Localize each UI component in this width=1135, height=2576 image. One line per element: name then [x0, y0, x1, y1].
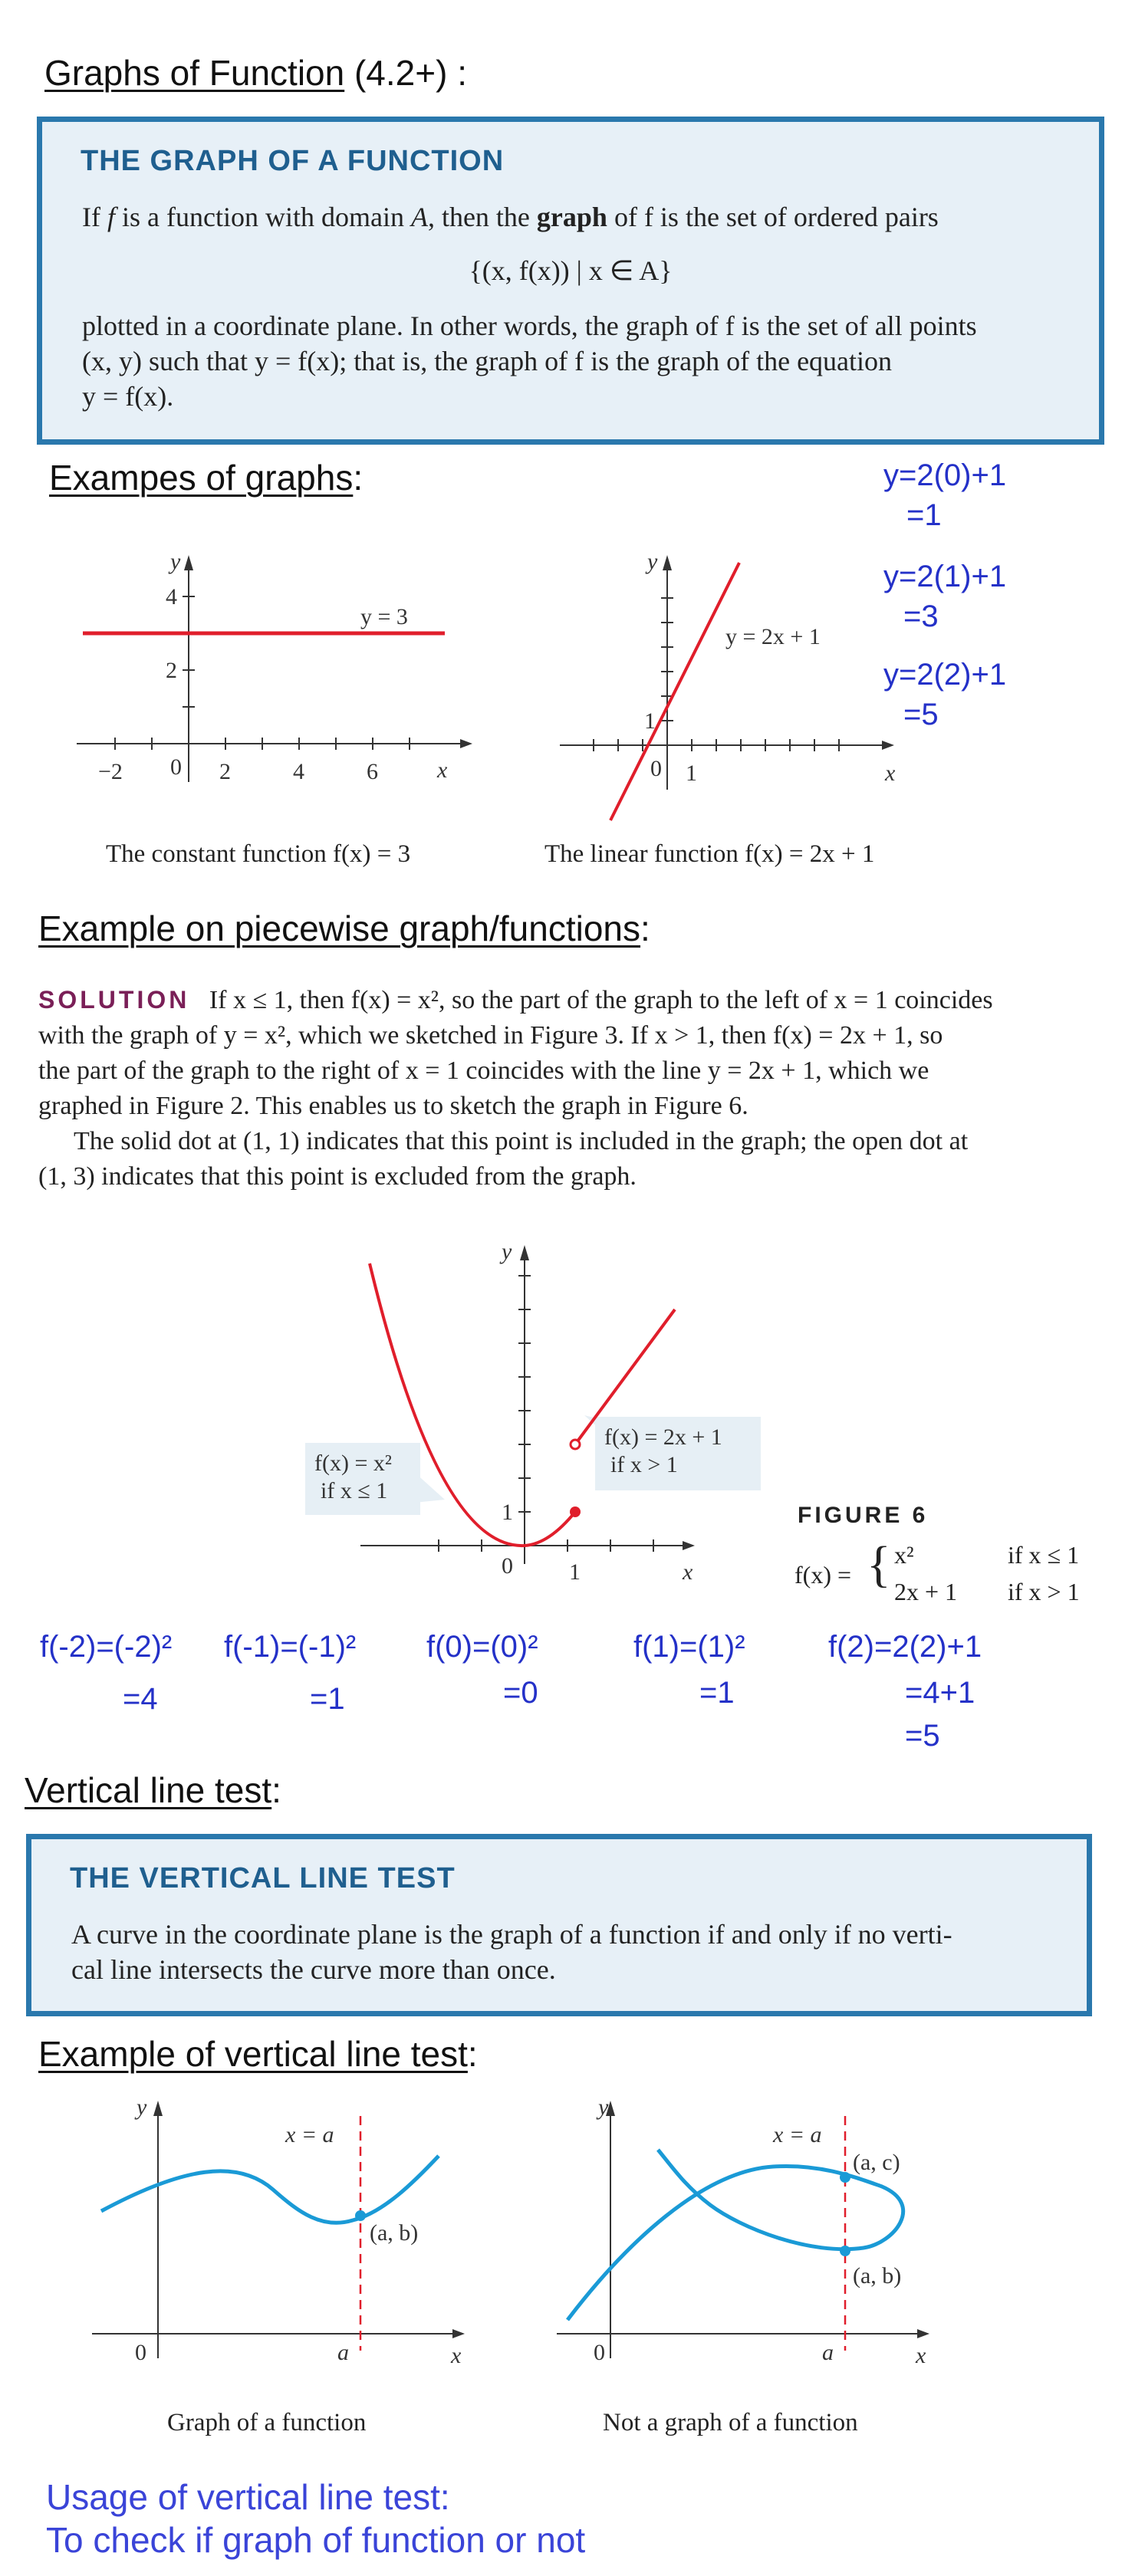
x-tick-0: 0 — [170, 754, 182, 780]
x-axis-label: x — [683, 1559, 693, 1585]
x-tick-4: 4 — [293, 759, 304, 784]
examples-heading: Exampes of graphs: — [49, 458, 364, 498]
y-axis-label: y — [170, 549, 181, 574]
hand-calc-6: =5 — [903, 698, 939, 731]
linear-caption: The linear function f(x) = 2x + 1 — [544, 840, 875, 868]
solution-line1: SOLUTION If x ≤ 1, then f(x) = x², so the part of the graph to the left of x = 1 coincides — [38, 986, 993, 1014]
brace: { — [867, 1536, 891, 1592]
vlt-graph-function — [92, 2095, 491, 2374]
cond1: if x ≤ 1 — [1008, 1541, 1080, 1569]
closed-dot — [570, 1506, 581, 1517]
vlt-box-line1: A curve in the coordinate plane is the graph of a function if and only if no verti- — [71, 1919, 952, 1950]
eval-2a: f(-1)=(-1)² — [224, 1630, 357, 1664]
x-tick-neg2: −2 — [98, 759, 123, 784]
y-axis-label: y — [502, 1239, 512, 1264]
point-ab-label: (a, b) — [370, 2220, 419, 2246]
cond2: if x > 1 — [1008, 1578, 1080, 1605]
solution-line3: the part of the graph to the right of x = 1 coincides with the line y = 2x + 1, which we — [38, 1056, 929, 1085]
vlt-caption-1: Graph of a function — [167, 2409, 367, 2436]
origin-label: 0 — [135, 2340, 146, 2365]
point-ab — [355, 2210, 366, 2221]
vlt-graph-not-function — [557, 2095, 956, 2374]
solution-label: SOLUTION — [38, 986, 190, 1014]
origin-label: 0 — [594, 2340, 605, 2365]
x-tick-6: 6 — [367, 759, 378, 784]
vlt-example-heading: Example of vertical line test: — [38, 2034, 478, 2074]
x-axis-label: x — [885, 761, 896, 786]
solution-line2: with the graph of y = x², which we sketched in Figure 3. If x > 1, then f(x) = 2x + 1, so — [38, 1021, 943, 1050]
definition-heading: THE GRAPH OF A FUNCTION — [81, 145, 505, 177]
eval-1b: =4 — [123, 1682, 158, 1716]
right-label-line1: f(x) = 2x + 1 — [604, 1424, 722, 1450]
open-dot — [571, 1440, 580, 1449]
point-ab — [840, 2246, 850, 2256]
solution-line4: graphed in Figure 2. This enables us to sketch the graph in Figure 6. — [38, 1092, 748, 1120]
page-title: Graphs of Function (4.2+) : — [44, 53, 467, 93]
vlt-heading: Vertical line test: — [25, 1770, 281, 1810]
x-tick-1: 1 — [686, 761, 697, 786]
eval-5c: =5 — [905, 1719, 940, 1753]
hand-calc-3: y=2(1)+1 — [883, 560, 1007, 593]
usage-line1: Usage of vertical line test: — [46, 2477, 450, 2517]
y-tick-1: 1 — [502, 1500, 513, 1525]
x-tick-0: 0 — [650, 756, 662, 781]
figure-6-title: FIGURE 6 — [798, 1503, 929, 1528]
usage-line2: To check if graph of function or not — [46, 2520, 586, 2560]
y-axis-label: y — [647, 549, 658, 574]
left-label-line2: if x ≤ 1 — [321, 1478, 388, 1503]
solution-line5: The solid dot at (1, 1) indicates that this point is included in the graph; the open dot at — [74, 1127, 969, 1155]
point-ab-label: (a, b) — [853, 2263, 902, 2288]
definition-line2: plotted in a coordinate plane. In other words, the graph of f is the set of all points — [82, 310, 977, 341]
tick-a: a — [822, 2340, 834, 2365]
hand-calc-4: =3 — [903, 600, 939, 633]
y-tick-4: 4 — [166, 584, 177, 610]
vlt-caption-2: Not a graph of a function — [603, 2409, 858, 2436]
line-label: x = a — [773, 2122, 822, 2147]
vlt-box — [26, 1834, 1092, 2016]
eval-1a: f(-2)=(-2)² — [40, 1630, 173, 1664]
set-notation: {(x, f(x)) | x ∈ A} — [469, 255, 673, 286]
x-tick-2: 2 — [219, 759, 231, 784]
left-label-line1: f(x) = x² — [314, 1451, 392, 1476]
eval-2b: =1 — [310, 1682, 345, 1716]
y-tick-1: 1 — [644, 708, 656, 734]
y-axis-label: y — [598, 2095, 609, 2120]
x-axis-label: x — [916, 2343, 926, 2368]
constant-function-graph — [77, 549, 475, 797]
definition-line1: If f is a function with domain A, then the graph of f is the set of ordered pairs — [82, 202, 939, 232]
linear-function-graph — [560, 549, 928, 828]
hand-calc-2: =1 — [906, 498, 942, 532]
constant-caption: The constant function f(x) = 3 — [106, 840, 411, 868]
x-axis-label: x — [437, 757, 448, 783]
y-axis-label: y — [137, 2095, 147, 2120]
line-label: x = a — [285, 2122, 334, 2147]
eval-3b: =0 — [503, 1676, 538, 1710]
x-tick-1: 1 — [569, 1559, 581, 1585]
eval-5a: f(2)=2(2)+1 — [828, 1630, 982, 1664]
definition-line4: y = f(x). — [82, 381, 174, 412]
definition-line3: (x, y) such that y = f(x); that is, the graph of f is the graph of the equation — [82, 346, 893, 376]
tick-a: a — [337, 2340, 349, 2365]
line-label-2x1: y = 2x + 1 — [725, 624, 821, 649]
solution-line6: (1, 3) indicates that this point is excluded from the graph. — [38, 1162, 637, 1191]
piecewise-heading: Example on piecewise graph/functions: — [38, 909, 650, 948]
eval-3a: f(0)=(0)² — [426, 1630, 538, 1664]
case2: 2x + 1 — [894, 1578, 958, 1605]
hand-calc-1: y=2(0)+1 — [883, 458, 1007, 492]
eval-4b: =1 — [699, 1676, 735, 1710]
point-ac — [840, 2172, 850, 2183]
line-label-y3: y = 3 — [360, 604, 408, 629]
y-tick-2: 2 — [166, 658, 177, 683]
x-axis-label: x — [451, 2343, 462, 2368]
eval-4a: f(1)=(1)² — [633, 1630, 745, 1664]
vlt-box-heading: THE VERTICAL LINE TEST — [70, 1862, 456, 1894]
definition-box — [37, 117, 1104, 445]
eval-5b: =4+1 — [905, 1676, 975, 1710]
point-ac-label: (a, c) — [853, 2150, 900, 2175]
def-lhs: f(x) = — [794, 1561, 852, 1589]
vlt-box-line2: cal line intersects the curve more than once. — [71, 1954, 556, 1985]
x-tick-0: 0 — [502, 1553, 513, 1579]
case1: x² — [894, 1541, 914, 1569]
right-label-line2: if x > 1 — [610, 1452, 678, 1477]
hand-calc-5: y=2(2)+1 — [883, 658, 1007, 692]
piecewise-graph — [299, 1239, 729, 1595]
